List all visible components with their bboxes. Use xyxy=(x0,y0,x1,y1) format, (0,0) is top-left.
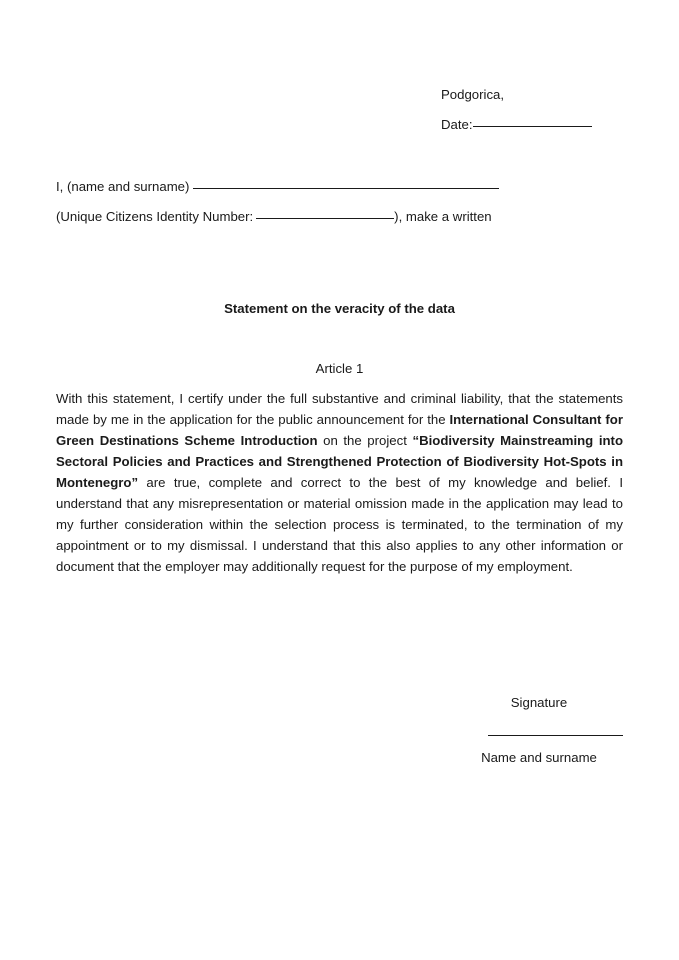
statement-paragraph xyxy=(56,388,623,577)
name-blank-rule[interactable] xyxy=(193,188,499,189)
place-line xyxy=(56,84,623,105)
paragraph-segment-2: on the project xyxy=(317,433,413,448)
uin-line-prefix: (Unique Citizens Identity Number: xyxy=(56,209,254,224)
signature-line-rule[interactable] xyxy=(488,735,623,736)
date-blank-rule[interactable] xyxy=(473,126,592,127)
name-line xyxy=(56,176,623,197)
article-heading: Article 1 xyxy=(315,361,364,376)
signature-label: Signature xyxy=(510,695,568,710)
header-block xyxy=(56,84,623,135)
date-label: Date: xyxy=(441,117,473,132)
place-text: Podgorica, xyxy=(441,87,505,102)
uin-line xyxy=(56,206,623,227)
signature-name-label: Name and surname xyxy=(481,750,597,765)
signature-block xyxy=(56,692,623,768)
document-title: Statement on the veracity of the data xyxy=(224,301,455,316)
uin-line-suffix: ), make a written xyxy=(394,209,492,224)
bold-position-title: International Consultant for Green Destinations Scheme Introduction xyxy=(56,412,623,448)
date-line xyxy=(56,114,623,135)
paragraph-segment-1: With this statement, I certify under the full substantive and criminal liability, that the statements made by me in the application for the public announcement for the xyxy=(56,391,623,427)
name-line-label: I, (name and surname) xyxy=(56,179,190,194)
identity-block xyxy=(56,176,623,227)
uin-blank-rule[interactable] xyxy=(256,218,394,219)
bold-project-title: “Biodiversity Mainstreaming into Sectoral Policies and Practices and Strengthened Protection of Biodiversity Hot-Spots in Montenegro” xyxy=(56,433,623,490)
paragraph-segment-3: are true, complete and correct to the best of my knowledge and belief. I understand that any misrepresentation or material omission made in the application may lead to my further consideration within the selection process is terminated, to the termination of my appointment or to my dismissal. I understand that this also applies to any other information or document that the employer may additionally request for the purpose of my employment. xyxy=(56,475,623,574)
